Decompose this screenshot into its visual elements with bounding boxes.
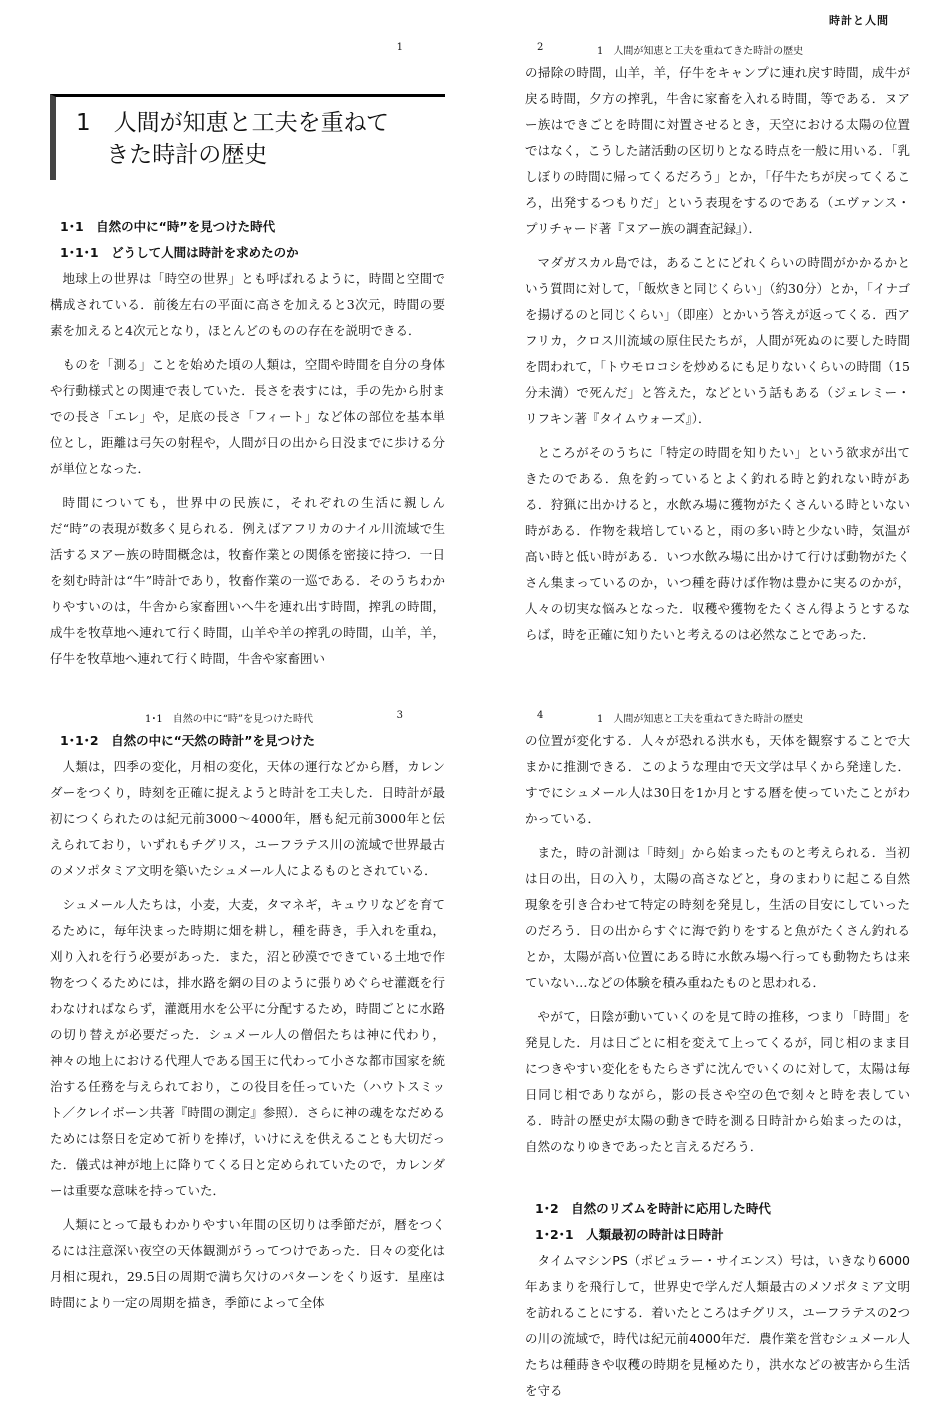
paragraph: やがて，日陰が動いていくのを見て時の推移，つまり「時間」を発見した．月は日ごとに相を変えて上ってくるが，同じ相のまま目につきやすい変化をもたらさずに沈んでいくのに対して，太陽は毎日同じ相でありながら，影の長さや空の色で刻々と時を表している．時計の歴史が太陽の動きで時を測る日時計から始まったのは，自然のなりゆきであったと言えるだろう． [525, 1009, 910, 1154]
subsection-heading: 1･1･1 どうして人間は時計を求めたのか [60, 245, 299, 260]
paragraph: 地球上の世界は「時空の世界」とも呼ばれるように，時間と空間で構成されている．前後左右の平面に高さを加えると3次元，時間の要素を加えると4次元となり，ほとんどのものの存在を説明できる． [50, 271, 445, 338]
chapter-title-line-1: 1 人間が知恵と工夫を重ねて [76, 110, 390, 136]
page-2 [525, 38, 910, 670]
running-header: 1 人間が知恵と工夫を重ねてきた時計の歴史 [597, 714, 804, 725]
page-1 [50, 38, 445, 670]
paragraph: の位置が変化する．人々が恐れる洪水も，天体を観察することで大まかに推測できる．このような理由で天文学は早くから発達した．すでにシュメール人は30日を1か月とする暦を使っていたことがわかっている． [525, 733, 910, 826]
paragraph: タイムマシンPS（ポピュラー・サイエンス）号は，いきなり6000年あまりを飛行して，世界史で学んだ人類最古のメソポタミア文明を訪れることにする．着いたところはチグリス，ユーフラテスの2つの川の流域で，時代は紀元前4000年だ．農作業を営むシュメール人たちは種蒔きや収穫の時期を見極めたり，洪水などの被害から生活を守る [525, 1253, 910, 1398]
paragraph: マダガスカル島では，あることにどれくらいの時間がかかるかという質問に対して，「飯炊きと同じくらい」（約30分）とか，「イナゴを揚げるのと同じくらい」（即座）とかいう答えが返ってくる．西アフリカ，クロス川流域の原住民たちが，人間が死ぬのに要した時間を問われて，「トウモロコシを炒めるにも足りないくらいの時間（15分未満）で死んだ」と答えた，などという話もある（ジェレミー・リフキン著『タイムウォーズ』）． [525, 255, 910, 426]
paragraph: ものを「測る」ことを始めた頃の人類は，空間や時間を自分の身体や行動様式との関連で表していた．長さを表すには，手の先から肘までの長さ「エレ」や，足底の長さ「フィート」など体の部位を基本単位とし，距離は弓矢の射程や，人間が日の出から日没までに歩ける分が単位となった． [50, 357, 445, 476]
paragraph: 人類は，四季の変化，月相の変化，天体の運行などから暦，カレンダーをつくり，時刻を正確に捉えようと時計を工夫した．日時計が最初につくられたのは紀元前3000〜4000年，暦も紀元前3000年と伝えられており，いずれもチグリス，ユーフラテス川の流域で世界最古のメソポタミア文明を築いたシュメール人によるものとされている． [50, 759, 445, 878]
chapter-title-line-2: きた時計の歴史 [76, 142, 268, 168]
paragraph: の掃除の時間，山羊，羊，仔牛をキャンプに連れ戻す時間，成牛が戻る時間，夕方の搾乳，牛舎に家畜を入れる時間，等である．ヌアー族はできごとを時間に対置させるとき，天空における太陽の位置ではなく，こうした諸活動の区切りとなる時点を一般に用いる．「乳しぼりの時間に帰ってくるだろう」とか，「仔牛たちが戻ってくるころ，出発するつもりだ」という表現をするのである（エヴァンス・プリチャード著『ヌアー族の調査記録』）． [525, 65, 910, 236]
page-number: 3 [396, 710, 403, 721]
page-4 [525, 706, 910, 1398]
paragraph: また，時の計測は「時刻」から始まったものと考えられる．当初は日の出，日の入り，太陽の高さなどと，身のまわりに起こる自然現象を引き合わせて特定の時刻を発見し，生活の目安にしていったのだろう．日の出からすぐに海で釣りをすると魚がたくさん釣れるとか，太陽が高い位置にある時に水飲み場へ行っても動物たちは来ていない…などの体験を積み重ねたものと思われる． [525, 845, 910, 990]
page-header [525, 706, 910, 728]
running-header: 1･1 自然の中に“時”を見つけた時代 [145, 714, 313, 725]
paragraph: ところがそのうちに「特定の時間を知りたい」という欲求が出てきたのである．魚を釣っているとよく釣れる時と釣れない時がある．狩猟に出かけると，水飲み場に獲物がたくさんいる時といない時がある．作物を栽培していると，雨の多い時と少ない時，気温が高い時と低い時がある．いつ水飲み場に出かけて行けば動物がたくさん集まっているのか，いつ種を蒔けば作物は豊かに実るのかが，人々の切実な悩みとなった．収穫や獲物をたくさん得ようとするならば，時を正確に知りたいと考えるのは必然なことであった． [525, 445, 910, 642]
page-number: 4 [537, 710, 544, 721]
paragraph: 人類にとって最もわかりやすい年間の区切りは季節だが，暦をつくるには注意深い夜空の天体観測がうってつけであった．日々の変化は月相に現れ，29.5日の周期で満ち欠けのパターンをくり返す．星座は時間により一定の周期を描き，季節によって全体 [50, 1217, 445, 1310]
page-3 [50, 706, 445, 1336]
book-title: 時計と人間 [829, 14, 889, 27]
section-heading: 1･1 自然の中に“時”を見つけた時代 [60, 219, 276, 234]
paragraph: 時間についても，世界中の民族に，それぞれの生活に親しんだ“時”の表現が数多く見られる．例えばアフリカのナイル川流域で生活するヌアー族の時間概念は，牧畜作業との関係を密接に持つ．一日を刻む時計は“牛”時計であり，牧畜作業の一巡である．そのうちわかりやすいのは，牛舎から家畜囲いへ牛を連れ出す時間，搾乳の時間，成牛を牧草地へ連れて行く時間，山羊や羊の搾乳の時間，山羊，羊，仔牛を牧草地へ連れて行く時間，牛舎や家畜囲い [50, 495, 445, 666]
page-number: 1 [396, 42, 403, 53]
page-number: 2 [537, 42, 544, 53]
paragraph: シュメール人たちは，小麦，大麦，タマネギ，キュウリなどを育てるために，毎年決まった時期に畑を耕し，種を蒔き，手入れを重ね，刈り入れを行う必要があった．また，沼と砂漠でできている土地で作物をつくるためには，排水路を網の目のように張りめぐらせ灌漑を行わなければならず，灌漑用水を公平に分配するため，時間ごとに水路の切り替えが必要だった．シュメール人の僧侶たちは神に代わり，神々の地上における代理人である国王に代わって小さな都市国家を統治する任務を与えられており，この役目を任っていた（ハウトスミット／クレイボーン共著『時間の測定』参照）．さらに神の魂をなだめるためには祭日を定めて祈りを捧げ，いけにえを供えることも大切だった．儀式は神が地上に降りてくる日と定められていたので，カレンダーは重要な意味を持っていた． [50, 897, 445, 1198]
page-header [50, 38, 445, 60]
subsection-heading: 1･1･2 自然の中に“天然の時計”を見つけた [60, 733, 316, 748]
page-header [525, 38, 910, 60]
chapter-title-box [50, 94, 445, 180]
subsection-heading: 1･2･1 人類最初の時計は日時計 [535, 1227, 724, 1242]
section-heading: 1･2 自然のリズムを時計に応用した時代 [535, 1201, 771, 1216]
page-header [50, 706, 445, 728]
running-header: 1 人間が知恵と工夫を重ねてきた時計の歴史 [597, 46, 804, 57]
